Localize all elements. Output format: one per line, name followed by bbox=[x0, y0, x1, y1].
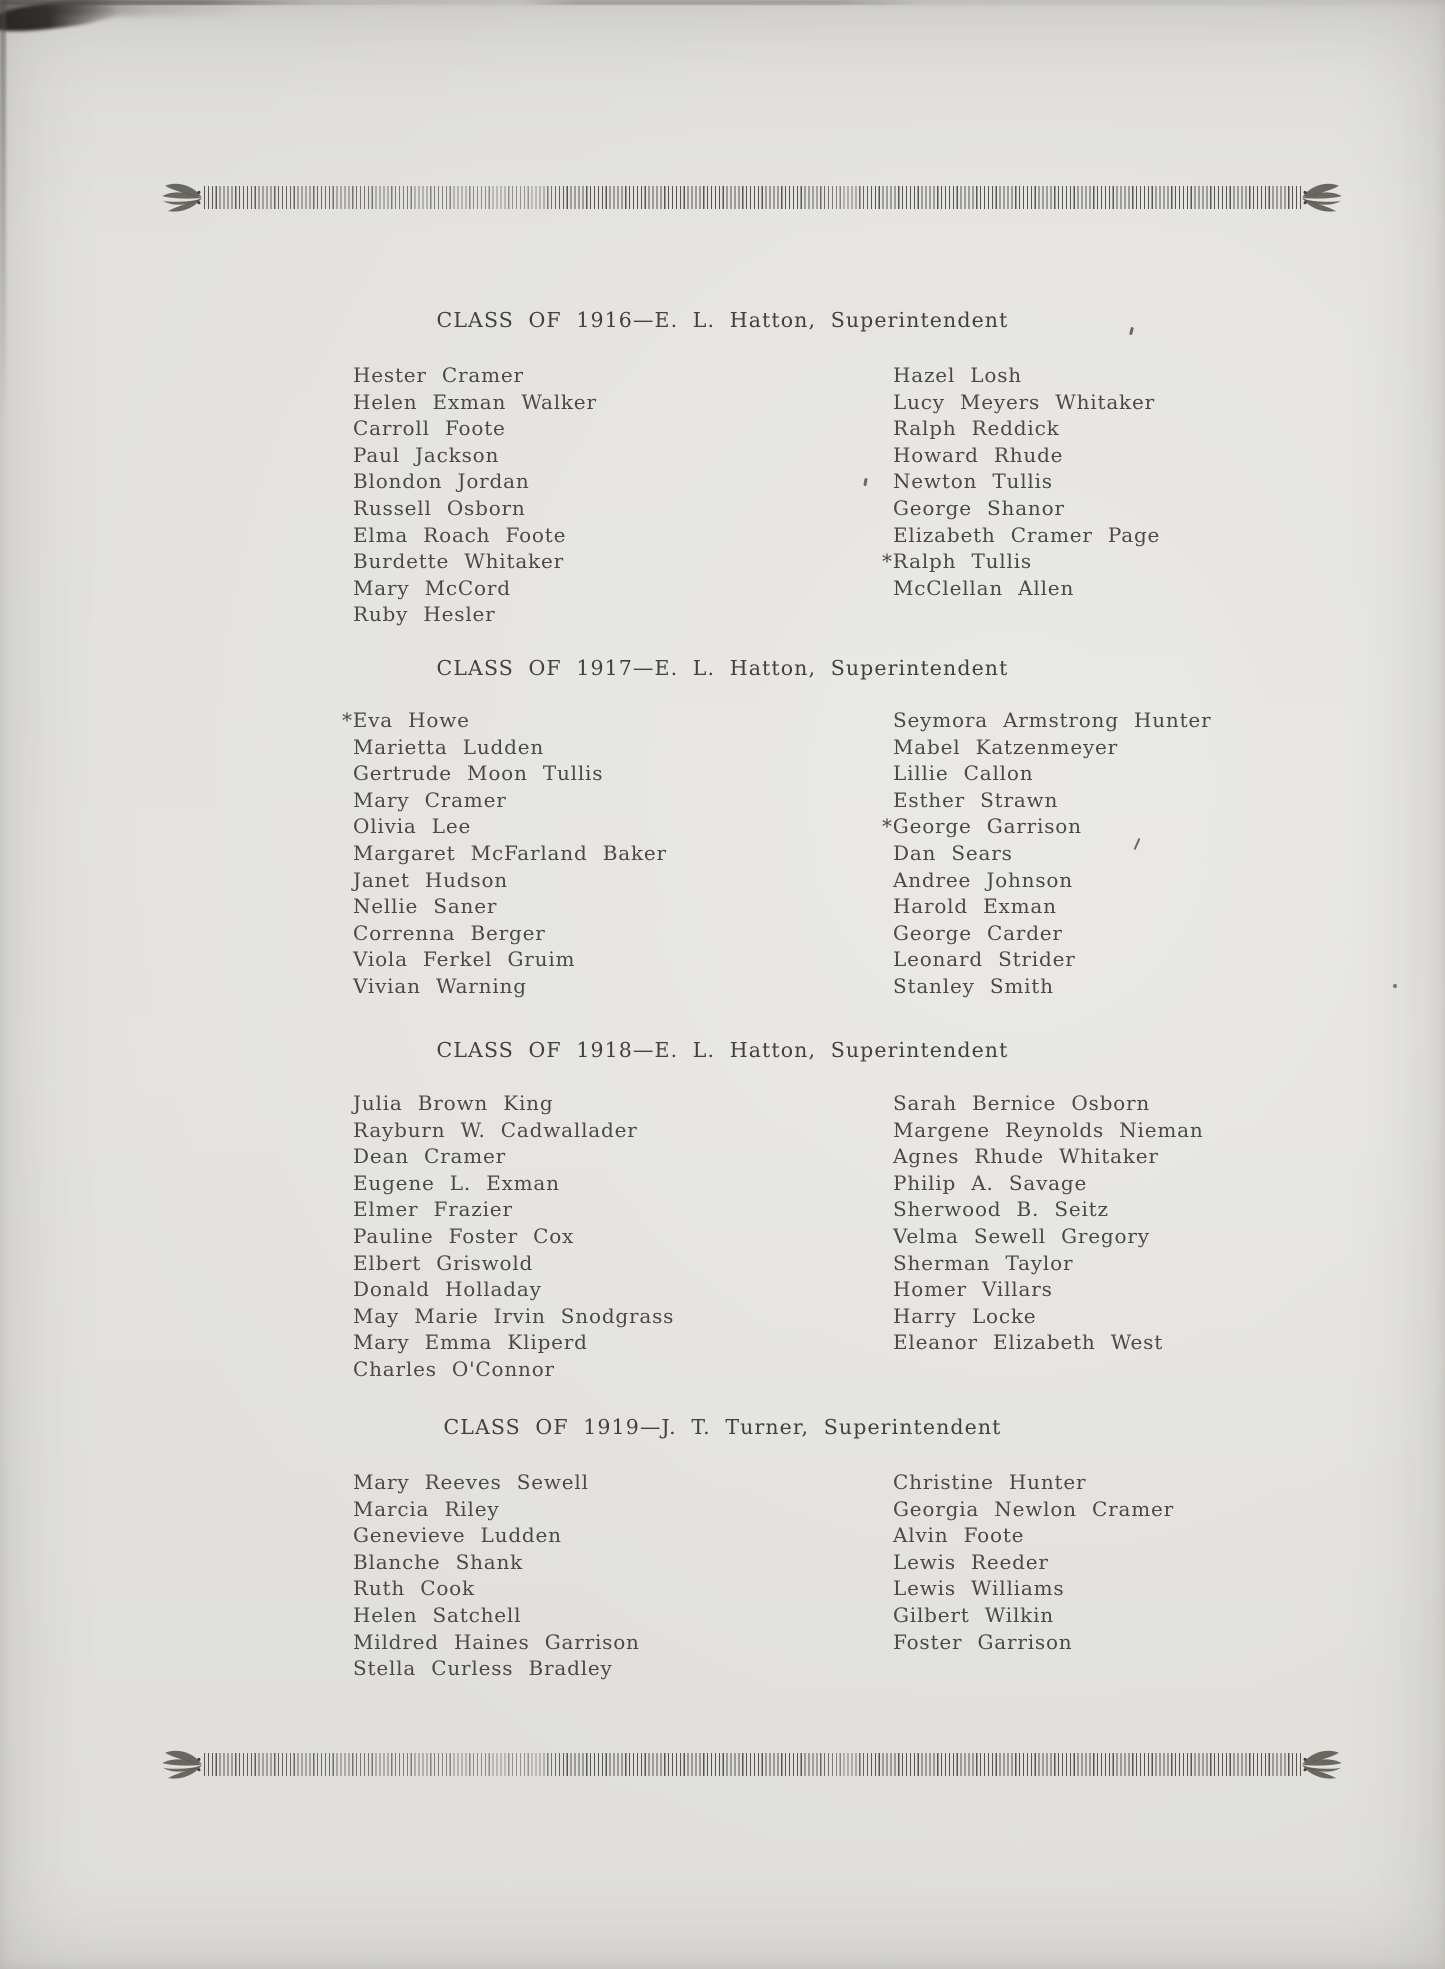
roster-name: Nellie Saner bbox=[353, 894, 498, 919]
roster-name: Homer Villars bbox=[893, 1277, 1053, 1302]
roster-column-left bbox=[353, 362, 597, 628]
roster-name: Paul Jackson bbox=[353, 442, 500, 467]
roster-name: Blanche Shank bbox=[353, 1549, 524, 1574]
roster-name: Charles O'Connor bbox=[353, 1356, 555, 1381]
roster-name: Eleanor Elizabeth West bbox=[893, 1330, 1164, 1355]
roster-name: George Carder bbox=[893, 920, 1063, 945]
class-heading: CLASS OF 1917—E. L. Hatton, Superintendent bbox=[436, 656, 1009, 680]
striped-rule-band bbox=[204, 1753, 1302, 1776]
roster-name: Elbert Griswold bbox=[353, 1250, 534, 1275]
roster-name: Stanley Smith bbox=[893, 973, 1054, 998]
roster-name: Pauline Foster Cox bbox=[353, 1223, 575, 1248]
roster-name: Julia Brown King bbox=[353, 1091, 554, 1115]
roster-name: Agnes Rhude Whitaker bbox=[893, 1144, 1159, 1169]
roster-name: Stella Curless Bradley bbox=[353, 1656, 613, 1681]
roster-name: Mary Reeves Sewell bbox=[353, 1470, 589, 1494]
roster-name: Dan Sears bbox=[893, 840, 1013, 865]
roster-name: Gilbert Wilkin bbox=[893, 1602, 1054, 1627]
roster-name: Foster Garrison bbox=[893, 1629, 1073, 1654]
roster-name: Seymora Armstrong Hunter bbox=[893, 708, 1212, 732]
roster-name: Ruby Hesler bbox=[353, 602, 496, 627]
roster-name: Dean Cramer bbox=[353, 1144, 506, 1169]
roster-name: Lillie Callon bbox=[893, 761, 1034, 786]
roster-name: Sarah Bernice Osborn bbox=[893, 1091, 1151, 1115]
roster-name: Viola Ferkel Gruim bbox=[353, 947, 576, 972]
roster-column-left bbox=[342, 707, 667, 1000]
roster-column-left bbox=[353, 1090, 674, 1383]
roster-name: Ruth Cook bbox=[353, 1576, 475, 1601]
roster-name: Alvin Foote bbox=[893, 1523, 1025, 1548]
roster-name: May Marie Irvin Snodgrass bbox=[353, 1303, 675, 1328]
roster-name: *Eva Howe bbox=[342, 708, 470, 732]
roster-name: Lewis Reeder bbox=[893, 1549, 1049, 1574]
class-heading: CLASS OF 1916—E. L. Hatton, Superintendent bbox=[436, 308, 1009, 332]
roster-name: Velma Sewell Gregory bbox=[893, 1223, 1150, 1248]
roster-name: *Ralph Tullis bbox=[882, 549, 1032, 574]
roster-name: Elizabeth Cramer Page bbox=[893, 522, 1161, 547]
roster-name: Mary Emma Kliperd bbox=[353, 1330, 588, 1355]
class-heading: CLASS OF 1919—J. T. Turner, Superintendent bbox=[443, 1415, 1002, 1439]
roster-name: Vivian Warning bbox=[353, 973, 527, 998]
roster-name: Lucy Meyers Whitaker bbox=[893, 389, 1155, 414]
roster-name: Russell Osborn bbox=[353, 495, 526, 520]
roster-name: George Shanor bbox=[893, 495, 1065, 520]
roster-name: Mary McCord bbox=[353, 575, 511, 600]
roster-name: Marietta Ludden bbox=[353, 734, 545, 759]
palmette-ornament-icon bbox=[160, 1749, 204, 1781]
roster-name: Georgia Newlon Cramer bbox=[893, 1496, 1174, 1521]
roster-name: Carroll Foote bbox=[353, 416, 506, 441]
roster-name: Eugene L. Exman bbox=[353, 1170, 560, 1195]
roster-name: Blondon Jordan bbox=[353, 469, 530, 494]
roster-name: *George Garrison bbox=[882, 814, 1082, 839]
roster-name: Margaret McFarland Baker bbox=[353, 840, 667, 865]
roster-name: Ralph Reddick bbox=[893, 416, 1060, 441]
roster-name: Elma Roach Foote bbox=[353, 522, 567, 547]
roster-name: Andree Johnson bbox=[893, 867, 1073, 892]
roster-name: Elmer Frazier bbox=[353, 1197, 513, 1222]
roster-name: Correnna Berger bbox=[353, 920, 546, 945]
roster-name: Gertrude Moon Tullis bbox=[353, 761, 604, 786]
bottom-ornamental-rule bbox=[0, 1749, 1445, 1781]
roster-name: Janet Hudson bbox=[353, 867, 508, 892]
roster-name: Hazel Losh bbox=[893, 363, 1022, 387]
roster-name: Mabel Katzenmeyer bbox=[893, 734, 1119, 759]
roster-name: Helen Exman Walker bbox=[353, 389, 597, 414]
roster-name: Leonard Strider bbox=[893, 947, 1076, 972]
roster-name: Burdette Whitaker bbox=[353, 549, 564, 574]
roster-name: Rayburn W. Cadwallader bbox=[353, 1117, 638, 1142]
roster-name: Sherwood B. Seitz bbox=[893, 1197, 1109, 1222]
roster-name: Harold Exman bbox=[893, 894, 1057, 919]
roster-name: Sherman Taylor bbox=[893, 1250, 1074, 1275]
roster-column-right bbox=[893, 1090, 1204, 1356]
palmette-ornament-icon bbox=[1300, 1749, 1344, 1781]
roster-name: Christine Hunter bbox=[893, 1470, 1087, 1494]
roster-name: Margene Reynolds Nieman bbox=[893, 1117, 1204, 1142]
roster-name: McClellan Allen bbox=[893, 575, 1075, 600]
roster-name: Hester Cramer bbox=[353, 363, 524, 387]
roster-name: Helen Satchell bbox=[353, 1602, 522, 1627]
roster-name: Marcia Riley bbox=[353, 1496, 500, 1521]
roster-name: Lewis Williams bbox=[893, 1576, 1065, 1601]
roster-name: Esther Strawn bbox=[893, 787, 1059, 812]
roster-column-right bbox=[882, 362, 1161, 601]
roster-name: Donald Holladay bbox=[353, 1277, 542, 1302]
roster-name: Howard Rhude bbox=[893, 442, 1064, 467]
roster-column-right bbox=[882, 707, 1212, 1000]
roster-column-left bbox=[353, 1469, 640, 1682]
roster-name: Newton Tullis bbox=[893, 469, 1053, 494]
class-heading: CLASS OF 1918—E. L. Hatton, Superintendent bbox=[436, 1038, 1009, 1062]
roster-name: Philip A. Savage bbox=[893, 1170, 1088, 1195]
roster-column-right bbox=[893, 1469, 1174, 1655]
roster-name: Olivia Lee bbox=[353, 814, 472, 839]
roster-name: Mildred Haines Garrison bbox=[353, 1629, 640, 1654]
roster-name: Genevieve Ludden bbox=[353, 1523, 562, 1548]
roster-name: Harry Locke bbox=[893, 1303, 1037, 1328]
roster-name: Mary Cramer bbox=[353, 787, 507, 812]
